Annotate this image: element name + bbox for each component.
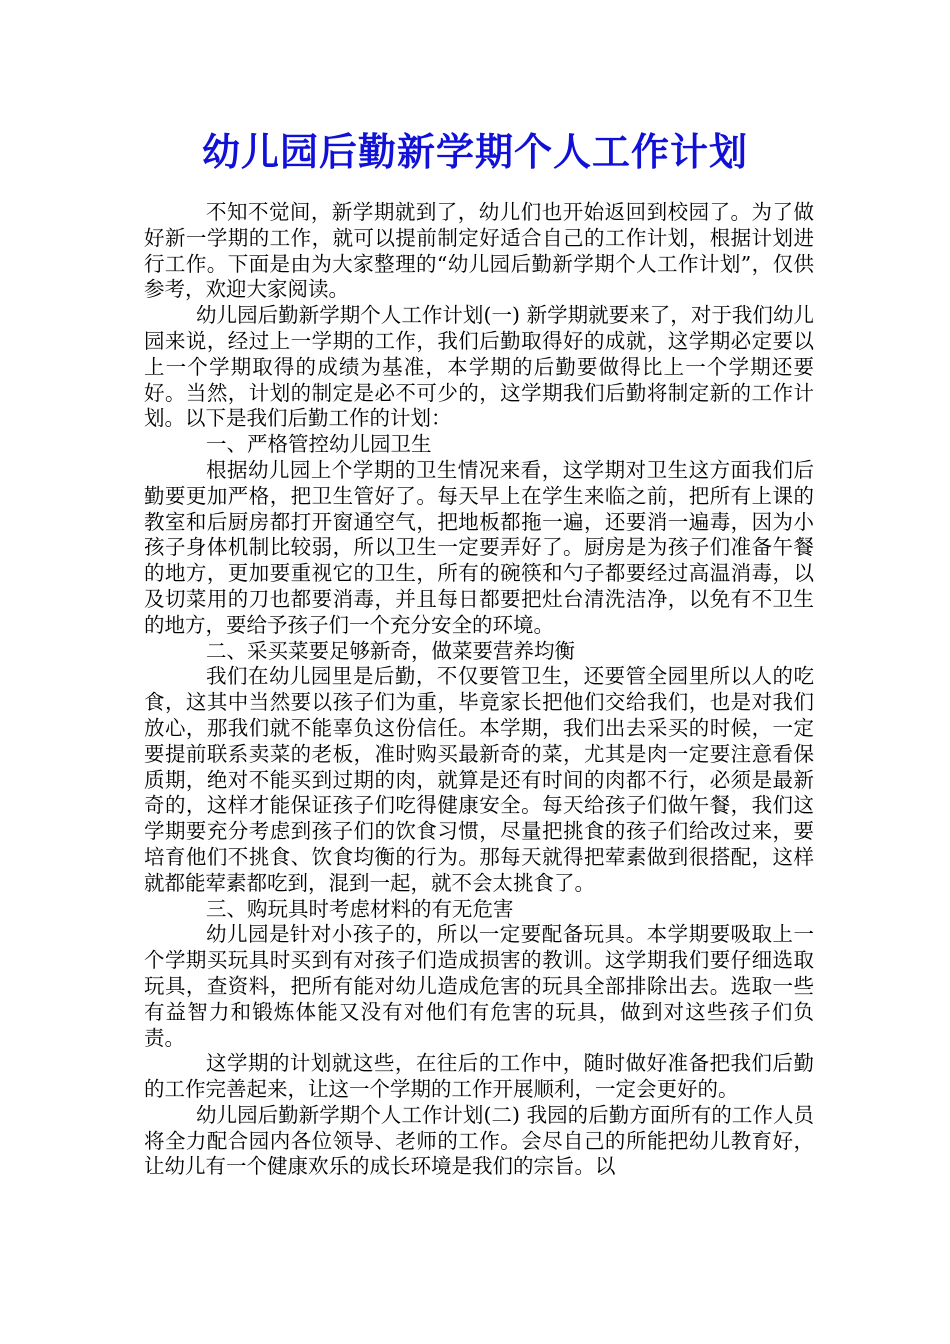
plan-two-intro-paragraph: 幼儿园后勤新学期个人工作计划(二) 我园的后勤方面所有的工作人员将全力配合园内各位领导、老师的工作。会尽自己的所能把幼儿教育好，让幼儿有一个健康欢乐的成长环境是我们的宗旨。以 <box>144 1102 814 1179</box>
hygiene-paragraph: 根据幼儿园上个学期的卫生情况来看，这学期对卫生这方面我们后勤要更加严格，把卫生管好了。每天早上在学生来临之前，把所有上课的教室和后厨房都打开窗通空气，把地板都拖一遍，还要消一遍毒，因为小孩子身体机制比较弱，所以卫生一定要弄好了。厨房是为孩子们准备午餐的地方，更加要重视它的卫生，所有的碗筷和勺子都要经过高温消毒，以及切菜用的刀也都要消毒，并且每日都要把灶台清洗洁净，以免有不卫生的地方，要给予孩子们一个充分安全的环境。 <box>144 457 814 637</box>
food-paragraph: 我们在幼儿园里是后勤，不仅要管卫生，还要管全园里所以人的吃食，这其中当然要以孩子们为重，毕竟家长把他们交给我们，也是对我们放心，那我们就不能辜负这份信任。本学期，我们出去采买的时候，一定要提前联系卖菜的老板，准时购买最新奇的菜，尤其是肉一定要注意看保质期，绝对不能买到过期的肉，就算是还有时间的肉都不行，必须是最新奇的，这样才能保证孩子们吃得健康安全。每天给孩子们做午餐，我们这学期要充分考虑到孩子们的饮食习惯，尽量把挑食的孩子们给改过来，要培育他们不挑食、饮食均衡的行为。那每天就得把荤素做到很搭配，这样就都能荤素都吃到，混到一起，就不会太挑食了。 <box>144 664 814 895</box>
toys-paragraph: 幼儿园是针对小孩子的，所以一定要配备玩具。本学期要吸取上一个学期买玩具时买到有对孩子们造成损害的教训。这学期我们要仔细选取玩具，查资料，把所有能对幼儿造成危害的玩具全部排除出去。选取一些有益智力和锻炼体能又没有对他们有危害的玩具，做到对这些孩子们负责。 <box>144 922 814 1050</box>
plan-one-intro-paragraph: 幼儿园后勤新学期个人工作计划(一) 新学期就要来了，对于我们幼儿园来说，经过上一学期的工作，我们后勤取得好的成就，这学期必定要以上一个学期取得的成绩为基准，本学期的后勤要做得比上一个学期还要好。当然，计划的制定是必不可少的，这学期我们后勤将制定新的工作计划。以下是我们后勤工作的计划： <box>144 303 814 431</box>
document-body <box>144 200 814 1180</box>
section-heading-food: 二、采买菜要足够新奇，做菜要营养均衡 <box>206 638 575 663</box>
plan-one-closing-paragraph: 这学期的计划就这些，在往后的工作中，随时做好准备把我们后勤的工作完善起来，让这一个学期的工作开展顺利，一定会更好的。 <box>144 1051 814 1102</box>
intro-paragraph: 不知不觉间，新学期就到了，幼儿们也开始返回到校园了。为了做好新一学期的工作，就可以提前制定好适合自己的工作计划，根据计划进行工作。下面是由为大家整理的“幼儿园后勤新学期个人工作计划”，仅供参考，欢迎大家阅读。 <box>144 200 814 302</box>
section-heading-toys: 三、购玩具时考虑材料的有无危害 <box>206 896 514 921</box>
section-heading-hygiene: 一、严格管控幼儿园卫生 <box>206 432 432 457</box>
page-title: 幼儿园后勤新学期个人工作计划 <box>201 129 748 174</box>
